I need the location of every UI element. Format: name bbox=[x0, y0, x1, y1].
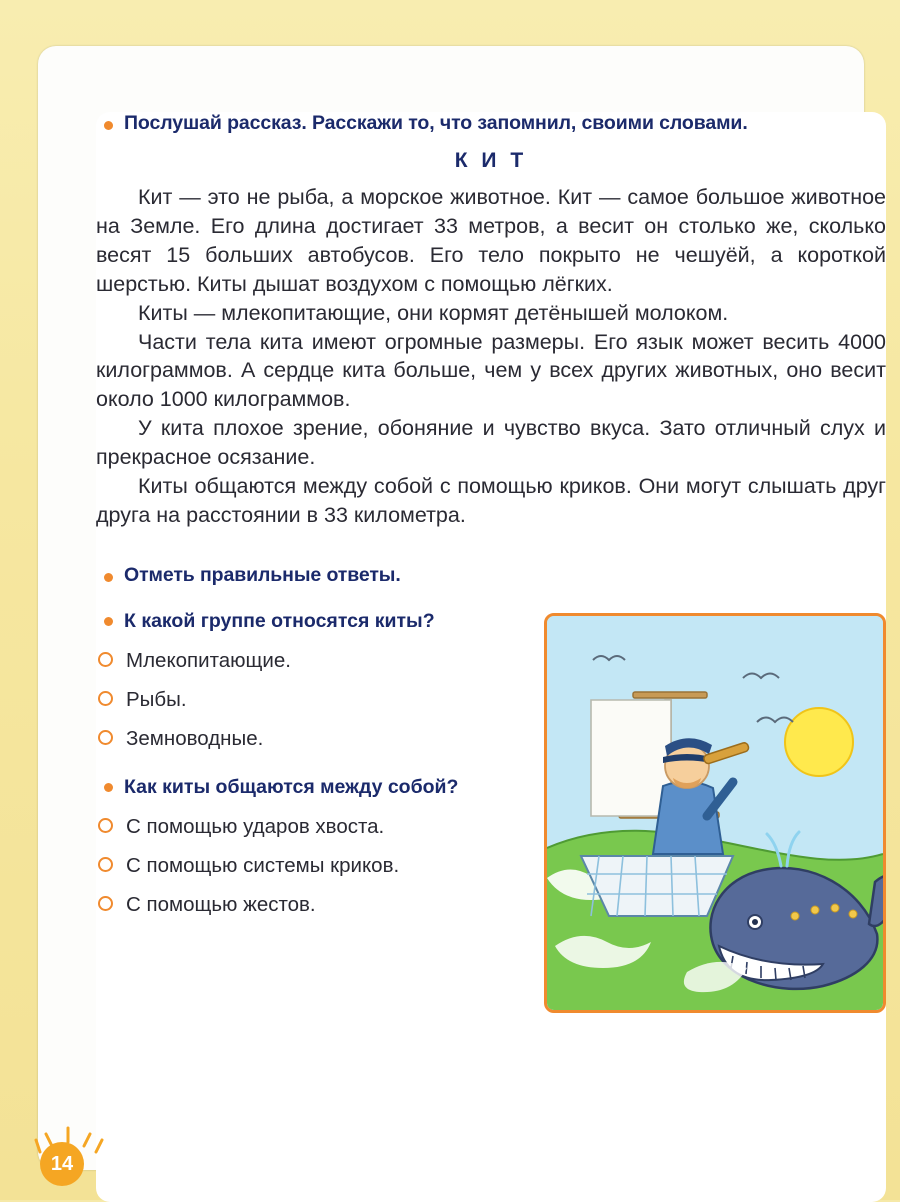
bullet-dot-icon bbox=[104, 121, 113, 130]
listen-task-row bbox=[96, 112, 886, 135]
radio-circle-icon[interactable] bbox=[98, 896, 113, 911]
option-label: С помощью ударов хвоста. bbox=[126, 814, 385, 838]
radio-circle-icon[interactable] bbox=[98, 652, 113, 667]
whale-illustration bbox=[547, 616, 883, 1010]
page-number: 14 bbox=[40, 1142, 84, 1186]
option-2-1[interactable] bbox=[96, 814, 491, 839]
question-2-heading bbox=[96, 775, 491, 800]
option-1-2[interactable] bbox=[96, 687, 491, 712]
radio-circle-icon[interactable] bbox=[98, 857, 113, 872]
story-paragraph: Киты общаются между собой с помощью криков. Они могут слышать друг друга на расстоянии в 33 километра. bbox=[96, 474, 886, 527]
mark-task-label: Отметь правильные ответы. bbox=[124, 563, 401, 586]
story-body bbox=[96, 183, 886, 530]
mark-task-row bbox=[96, 564, 886, 587]
question-1-text: К какой группе относятся киты? bbox=[124, 609, 435, 632]
story-paragraph: Киты — млекопитающие, они кормят детёнышей молоком. bbox=[138, 300, 729, 325]
option-2-3[interactable] bbox=[96, 892, 491, 917]
story-title: К И Т bbox=[454, 149, 528, 172]
bullet-dot-icon bbox=[104, 783, 113, 792]
illustration-frame bbox=[544, 613, 886, 1013]
option-label: С помощью жестов. bbox=[126, 892, 316, 916]
option-1-3[interactable] bbox=[96, 726, 491, 751]
story-paragraph: У кита плохое зрение, обоняние и чувство вкуса. Зато отличный слух и прекрасное осязание. bbox=[96, 416, 886, 470]
question-2-text: Как киты общаются между собой? bbox=[124, 775, 459, 798]
story-paragraph: Части тела кита имеют огромные размеры. Его язык может весить 4000 килограммов. А сердце кита больше, чем у всех других животных, оно весит около 1000 килограммов. bbox=[96, 329, 886, 412]
option-1-1[interactable] bbox=[96, 648, 491, 673]
page-content bbox=[96, 112, 886, 1202]
bullet-dot-icon bbox=[104, 617, 113, 626]
radio-circle-icon[interactable] bbox=[98, 730, 113, 745]
option-label: С помощью системы криков. bbox=[126, 853, 400, 877]
bullet-dot-icon bbox=[104, 573, 113, 582]
question-column bbox=[96, 609, 491, 917]
story-paragraph: Кит — это не рыба, а морское животное. Кит — самое большое животное на Земле. Его длина достигает 33 метров, а весит он столько же, сколько весят 15 больших автобусов. Его тело покрыто не чешуёй, а короткой шерстью. Киты дышат воздухом с помощью лёгких. bbox=[96, 185, 886, 296]
option-label: Земноводные. bbox=[126, 726, 264, 750]
option-2-2[interactable] bbox=[96, 853, 491, 878]
option-label: Рыбы. bbox=[126, 687, 187, 711]
radio-circle-icon[interactable] bbox=[98, 691, 113, 706]
question-1-heading bbox=[96, 609, 491, 634]
radio-circle-icon[interactable] bbox=[98, 818, 113, 833]
option-label: Млекопитающие. bbox=[126, 648, 291, 672]
listen-task-label: Послушай рассказ. Расскажи то, что запомнил, своими словами. bbox=[124, 112, 748, 134]
page-sheet bbox=[38, 46, 886, 1170]
questions-area bbox=[96, 609, 886, 917]
